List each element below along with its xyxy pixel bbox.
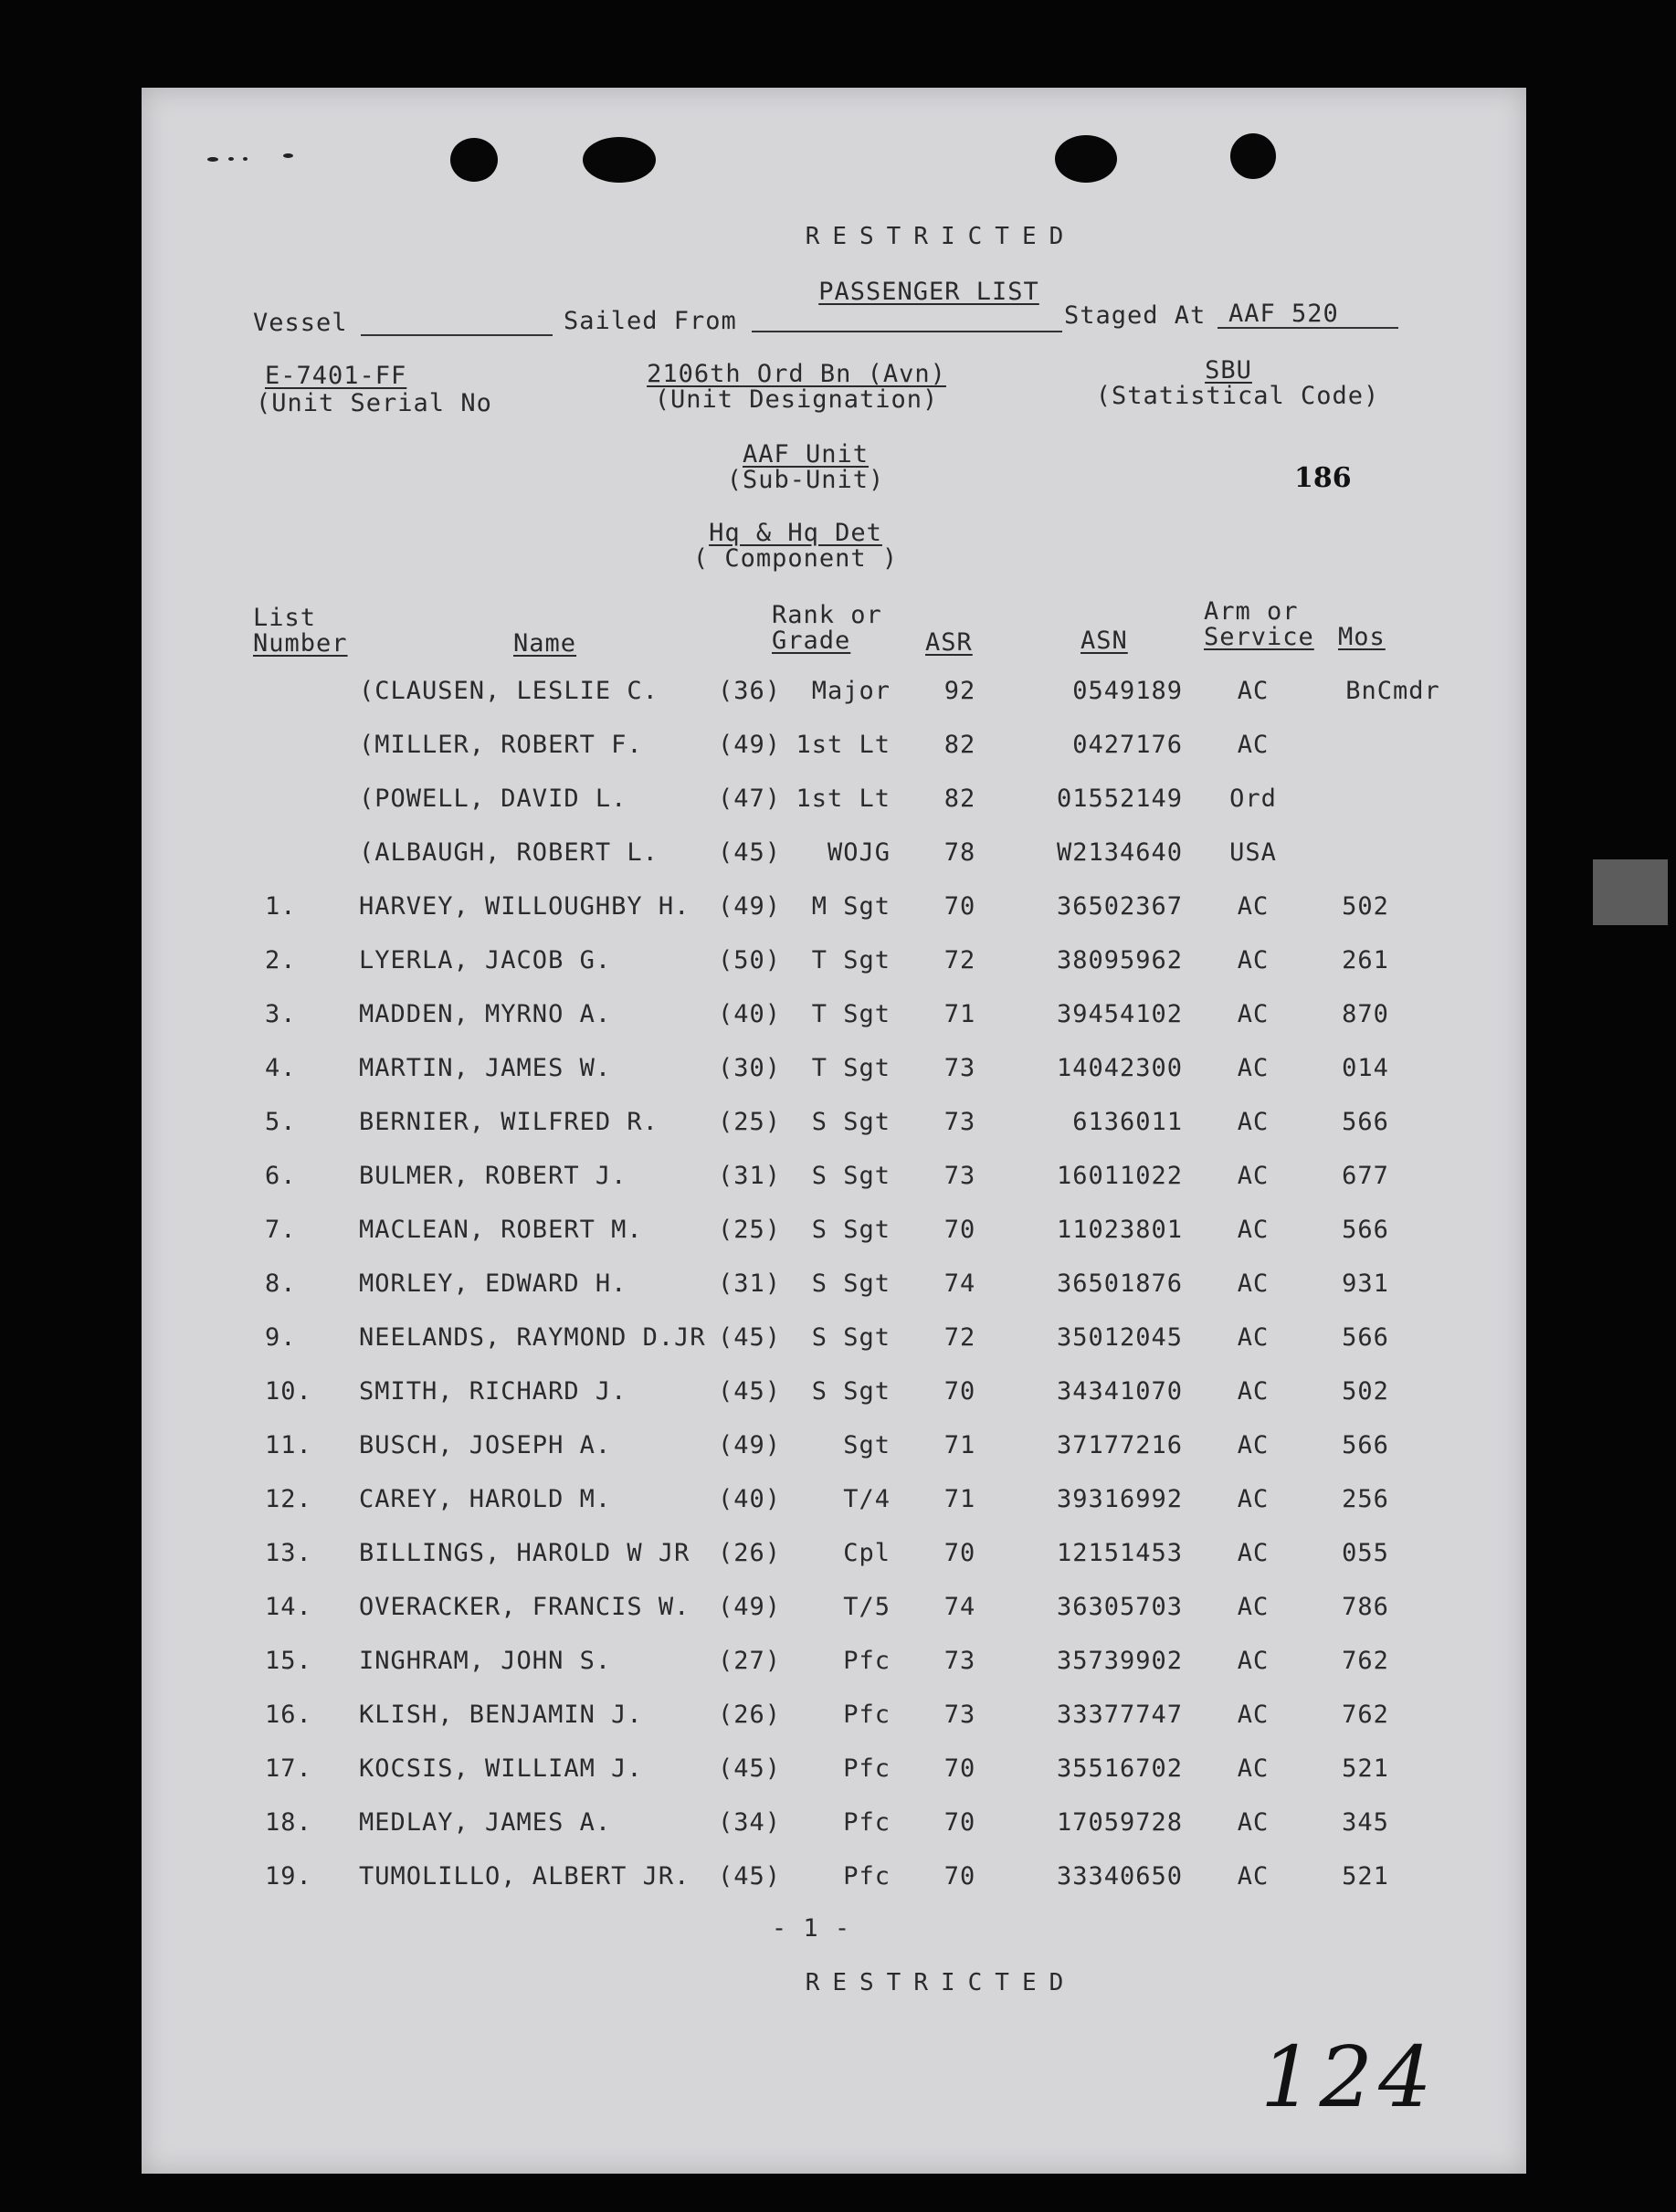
row-mos: 055 — [1342, 1539, 1389, 1567]
row-rank: Pfc — [843, 1754, 891, 1783]
row-name: SMITH, RICHARD J. — [359, 1377, 627, 1406]
row-age: (50) — [717, 946, 781, 974]
row-age: (34) — [717, 1808, 781, 1837]
row-mos: 345 — [1342, 1808, 1389, 1837]
row-arm: AC — [1237, 1539, 1270, 1567]
row-name: (CLAUSEN, LESLIE C. — [359, 677, 659, 705]
row-name: MARTIN, JAMES W. — [359, 1054, 612, 1082]
row-number: 3. — [265, 1000, 297, 1028]
table-row — [142, 1269, 1526, 1306]
row-arm: AC — [1237, 1593, 1270, 1621]
table-row — [142, 1754, 1526, 1791]
row-mos: 566 — [1342, 1108, 1389, 1136]
col-mos: Mos — [1338, 623, 1386, 651]
row-asr: 74 — [943, 1269, 976, 1298]
row-age: (45) — [717, 1862, 781, 1891]
ink-mark — [228, 157, 234, 161]
row-arm: Ord — [1229, 785, 1277, 813]
row-asn: 11023801 — [1056, 1216, 1183, 1244]
handwritten-number: 124 — [1260, 2028, 1438, 2126]
row-mos: 521 — [1342, 1862, 1389, 1891]
row-asr: 82 — [943, 731, 976, 759]
table-row — [142, 838, 1526, 875]
table-row — [142, 1647, 1526, 1683]
sub-unit-value: AAF Unit — [742, 440, 870, 469]
row-mos: 502 — [1342, 892, 1389, 921]
punch-hole — [583, 137, 656, 183]
row-age: (36) — [717, 677, 781, 705]
row-asn: 39316992 — [1056, 1485, 1183, 1513]
table-row — [142, 1216, 1526, 1252]
row-mos: BnCmdr — [1345, 677, 1440, 705]
row-number: 8. — [265, 1269, 297, 1298]
ink-mark — [283, 153, 293, 158]
sailed-from-line — [752, 331, 1062, 332]
row-mos: 566 — [1342, 1216, 1389, 1244]
stamp-number: 186 — [1294, 462, 1352, 494]
row-age: (49) — [717, 731, 781, 759]
row-arm: AC — [1237, 1162, 1270, 1190]
form-title: PASSENGER LIST — [818, 278, 1039, 306]
punch-hole — [1055, 135, 1117, 183]
row-mos: 521 — [1342, 1754, 1389, 1783]
col-asr: ASR — [925, 628, 973, 657]
table-row — [142, 677, 1526, 713]
row-age: (40) — [717, 1485, 781, 1513]
classification-top: RESTRICTED — [805, 223, 1077, 250]
row-asr: 70 — [943, 1754, 976, 1783]
row-arm: AC — [1237, 1647, 1270, 1675]
row-arm: AC — [1237, 1754, 1270, 1783]
col-rank-1: Rank or — [772, 601, 882, 629]
row-asn: 36305703 — [1056, 1593, 1183, 1621]
row-arm: AC — [1237, 1431, 1270, 1459]
row-asr: 71 — [943, 1485, 976, 1513]
page-indicator: - 1 - — [771, 1914, 851, 1943]
row-asr: 73 — [943, 1701, 976, 1729]
document-page — [142, 88, 1526, 2174]
row-asn: 36502367 — [1056, 892, 1183, 921]
table-row — [142, 1162, 1526, 1198]
row-number: 1. — [265, 892, 297, 921]
row-name: MORLEY, EDWARD H. — [359, 1269, 627, 1298]
row-name: (POWELL, DAVID L. — [359, 785, 627, 813]
col-list-number-2: Number — [253, 629, 348, 658]
table-row — [142, 1377, 1526, 1414]
row-arm: AC — [1237, 1377, 1270, 1406]
staged-at-value: AAF 520 — [1228, 300, 1339, 328]
row-asn: 0549189 — [1072, 677, 1183, 705]
table-row — [142, 1054, 1526, 1090]
row-mos: 502 — [1342, 1377, 1389, 1406]
row-rank: S Sgt — [811, 1269, 891, 1298]
row-age: (45) — [717, 838, 781, 867]
row-rank: Pfc — [843, 1808, 891, 1837]
row-number: 9. — [265, 1323, 297, 1352]
row-asn: 35516702 — [1056, 1754, 1183, 1783]
row-number: 11. — [265, 1431, 312, 1459]
row-arm: AC — [1237, 1808, 1270, 1837]
row-asr: 72 — [943, 946, 976, 974]
row-asn: 17059728 — [1056, 1808, 1183, 1837]
row-arm: AC — [1237, 1000, 1270, 1028]
table-row — [142, 1108, 1526, 1144]
table-row — [142, 1485, 1526, 1522]
row-arm: AC — [1237, 1323, 1270, 1352]
table-row — [142, 1808, 1526, 1845]
row-number: 14. — [265, 1593, 312, 1621]
row-age: (49) — [717, 892, 781, 921]
row-asn: 39454102 — [1056, 1000, 1183, 1028]
row-asr: 72 — [943, 1323, 976, 1352]
row-name: BILLINGS, HAROLD W JR — [359, 1539, 690, 1567]
row-arm: USA — [1229, 838, 1277, 867]
punch-hole — [450, 138, 498, 182]
row-age: (26) — [717, 1701, 781, 1729]
row-arm: AC — [1237, 1862, 1270, 1891]
punch-hole — [1230, 133, 1276, 179]
row-rank: Pfc — [843, 1862, 891, 1891]
row-asr: 70 — [943, 1539, 976, 1567]
row-asr: 73 — [943, 1108, 976, 1136]
row-asr: 70 — [943, 1377, 976, 1406]
row-age: (45) — [717, 1754, 781, 1783]
row-rank: T/4 — [843, 1485, 891, 1513]
table-row — [142, 1323, 1526, 1360]
row-rank: S Sgt — [811, 1377, 891, 1406]
row-number: 13. — [265, 1539, 312, 1567]
row-asn: 14042300 — [1056, 1054, 1183, 1082]
row-rank: S Sgt — [811, 1162, 891, 1190]
row-arm: AC — [1237, 731, 1270, 759]
row-asr: 70 — [943, 1216, 976, 1244]
row-asr: 78 — [943, 838, 976, 867]
row-age: (45) — [717, 1323, 781, 1352]
row-asn: 33377747 — [1056, 1701, 1183, 1729]
col-name: Name — [513, 629, 577, 658]
row-asn: 34341070 — [1056, 1377, 1183, 1406]
row-asr: 92 — [943, 677, 976, 705]
row-asn: 16011022 — [1056, 1162, 1183, 1190]
row-asr: 74 — [943, 1593, 976, 1621]
sailed-from-label: Sailed From — [564, 307, 737, 335]
statistical-code-label: (Statistical Code) — [1095, 382, 1380, 410]
component-value: Hq & Hq Det — [709, 519, 882, 547]
row-mos: 786 — [1342, 1593, 1389, 1621]
row-age: (27) — [717, 1647, 781, 1675]
row-asn: 33340650 — [1056, 1862, 1183, 1891]
row-name: KOCSIS, WILLIAM J. — [359, 1754, 643, 1783]
row-name: INGHRAM, JOHN S. — [359, 1647, 612, 1675]
col-rank-2: Grade — [772, 627, 851, 655]
row-asn: 01552149 — [1056, 785, 1183, 813]
col-arm-1: Arm or — [1204, 597, 1299, 626]
row-asn: 0427176 — [1072, 731, 1183, 759]
row-number: 6. — [265, 1162, 297, 1190]
row-rank: WOJG — [827, 838, 891, 867]
unit-designation-value: 2106th Ord Bn (Avn) — [647, 360, 946, 388]
row-asn: W2134640 — [1056, 838, 1183, 867]
row-rank: M Sgt — [811, 892, 891, 921]
row-rank: Sgt — [843, 1431, 891, 1459]
row-name: (ALBAUGH, ROBERT L. — [359, 838, 659, 867]
row-asn: 38095962 — [1056, 946, 1183, 974]
row-asn: 37177216 — [1056, 1431, 1183, 1459]
row-asr: 73 — [943, 1162, 976, 1190]
row-rank: Cpl — [843, 1539, 891, 1567]
row-mos: 566 — [1342, 1431, 1389, 1459]
table-row — [142, 1539, 1526, 1575]
row-asn: 36501876 — [1056, 1269, 1183, 1298]
row-mos: 870 — [1342, 1000, 1389, 1028]
row-number: 4. — [265, 1054, 297, 1082]
row-age: (49) — [717, 1431, 781, 1459]
row-name: KLISH, BENJAMIN J. — [359, 1701, 643, 1729]
table-row — [142, 892, 1526, 929]
row-name: NEELANDS, RAYMOND D.JR — [359, 1323, 706, 1352]
row-number: 19. — [265, 1862, 312, 1891]
row-rank: S Sgt — [811, 1216, 891, 1244]
row-age: (40) — [717, 1000, 781, 1028]
side-tab-marker — [1593, 859, 1668, 925]
row-name: OVERACKER, FRANCIS W. — [359, 1593, 690, 1621]
row-mos: 677 — [1342, 1162, 1389, 1190]
row-number: 10. — [265, 1377, 312, 1406]
row-asr: 70 — [943, 1808, 976, 1837]
row-rank: T Sgt — [811, 1054, 891, 1082]
row-asn: 12151453 — [1056, 1539, 1183, 1567]
row-number: 5. — [265, 1108, 297, 1136]
row-name: (MILLER, ROBERT F. — [359, 731, 643, 759]
row-arm: AC — [1237, 1701, 1270, 1729]
unit-designation-label: (Unit Designation) — [654, 385, 939, 414]
sub-unit-label: (Sub-Unit) — [726, 466, 885, 494]
row-asr: 71 — [943, 1000, 976, 1028]
table-row — [142, 1593, 1526, 1629]
row-mos: 762 — [1342, 1647, 1389, 1675]
row-asn: 35739902 — [1056, 1647, 1183, 1675]
table-row — [142, 1000, 1526, 1037]
row-mos: 256 — [1342, 1485, 1389, 1513]
col-list-number-1: List — [253, 604, 317, 632]
row-name: MADDEN, MYRNO A. — [359, 1000, 612, 1028]
row-rank: Major — [811, 677, 891, 705]
row-name: MACLEAN, ROBERT M. — [359, 1216, 643, 1244]
row-number: 18. — [265, 1808, 312, 1837]
row-name: LYERLA, JACOB G. — [359, 946, 612, 974]
table-row — [142, 946, 1526, 983]
row-rank: 1st Lt — [796, 731, 891, 759]
component-label: ( Component ) — [692, 544, 899, 573]
row-mos: 566 — [1342, 1323, 1389, 1352]
row-number: 16. — [265, 1701, 312, 1729]
table-row — [142, 1701, 1526, 1737]
row-asn: 6136011 — [1072, 1108, 1183, 1136]
row-age: (47) — [717, 785, 781, 813]
table-row — [142, 1862, 1526, 1899]
row-number: 12. — [265, 1485, 312, 1513]
row-name: CAREY, HAROLD M. — [359, 1485, 612, 1513]
row-arm: AC — [1237, 1216, 1270, 1244]
row-mos: 762 — [1342, 1701, 1389, 1729]
row-asr: 82 — [943, 785, 976, 813]
row-asr: 73 — [943, 1054, 976, 1082]
vessel-label: Vessel — [253, 309, 348, 337]
row-arm: AC — [1237, 1485, 1270, 1513]
col-arm-2: Service — [1204, 623, 1314, 651]
statistical-code-value: SBU — [1205, 356, 1252, 384]
unit-serial-label: (Unit Serial No — [256, 389, 492, 417]
row-rank: T Sgt — [811, 946, 891, 974]
row-age: (26) — [717, 1539, 781, 1567]
vessel-line — [361, 334, 553, 336]
row-arm: AC — [1237, 1108, 1270, 1136]
staged-at-label: Staged At — [1064, 301, 1207, 330]
row-age: (49) — [717, 1593, 781, 1621]
row-arm: AC — [1237, 1269, 1270, 1298]
row-number: 2. — [265, 946, 297, 974]
row-age: (30) — [717, 1054, 781, 1082]
row-age: (45) — [717, 1377, 781, 1406]
row-mos: 931 — [1342, 1269, 1389, 1298]
row-name: BERNIER, WILFRED R. — [359, 1108, 659, 1136]
row-arm: AC — [1237, 1054, 1270, 1082]
row-name: BULMER, ROBERT J. — [359, 1162, 627, 1190]
table-row — [142, 731, 1526, 767]
row-asn: 35012045 — [1056, 1323, 1183, 1352]
row-rank: 1st Lt — [796, 785, 891, 813]
ink-mark — [207, 157, 218, 162]
row-asr: 73 — [943, 1647, 976, 1675]
row-arm: AC — [1237, 946, 1270, 974]
row-rank: S Sgt — [811, 1108, 891, 1136]
row-number: 17. — [265, 1754, 312, 1783]
row-name: BUSCH, JOSEPH A. — [359, 1431, 612, 1459]
row-asr: 71 — [943, 1431, 976, 1459]
col-asn: ASN — [1080, 627, 1128, 655]
table-row — [142, 1431, 1526, 1468]
row-age: (31) — [717, 1162, 781, 1190]
row-number: 7. — [265, 1216, 297, 1244]
row-arm: AC — [1237, 677, 1270, 705]
row-rank: Pfc — [843, 1701, 891, 1729]
row-rank: T Sgt — [811, 1000, 891, 1028]
ink-mark — [243, 157, 248, 161]
row-asr: 70 — [943, 892, 976, 921]
row-mos: 014 — [1342, 1054, 1389, 1082]
row-age: (25) — [717, 1216, 781, 1244]
row-name: MEDLAY, JAMES A. — [359, 1808, 612, 1837]
row-number: 15. — [265, 1647, 312, 1675]
row-age: (25) — [717, 1108, 781, 1136]
row-rank: S Sgt — [811, 1323, 891, 1352]
row-mos: 261 — [1342, 946, 1389, 974]
unit-serial-value: E-7401-FF — [265, 362, 407, 390]
row-name: HARVEY, WILLOUGHBY H. — [359, 892, 690, 921]
table-row — [142, 785, 1526, 821]
row-rank: Pfc — [843, 1647, 891, 1675]
row-name: TUMOLILLO, ALBERT JR. — [359, 1862, 690, 1891]
row-asr: 70 — [943, 1862, 976, 1891]
row-arm: AC — [1237, 892, 1270, 921]
row-age: (31) — [717, 1269, 781, 1298]
row-rank: T/5 — [843, 1593, 891, 1621]
classification-bottom: RESTRICTED — [805, 1969, 1077, 1996]
